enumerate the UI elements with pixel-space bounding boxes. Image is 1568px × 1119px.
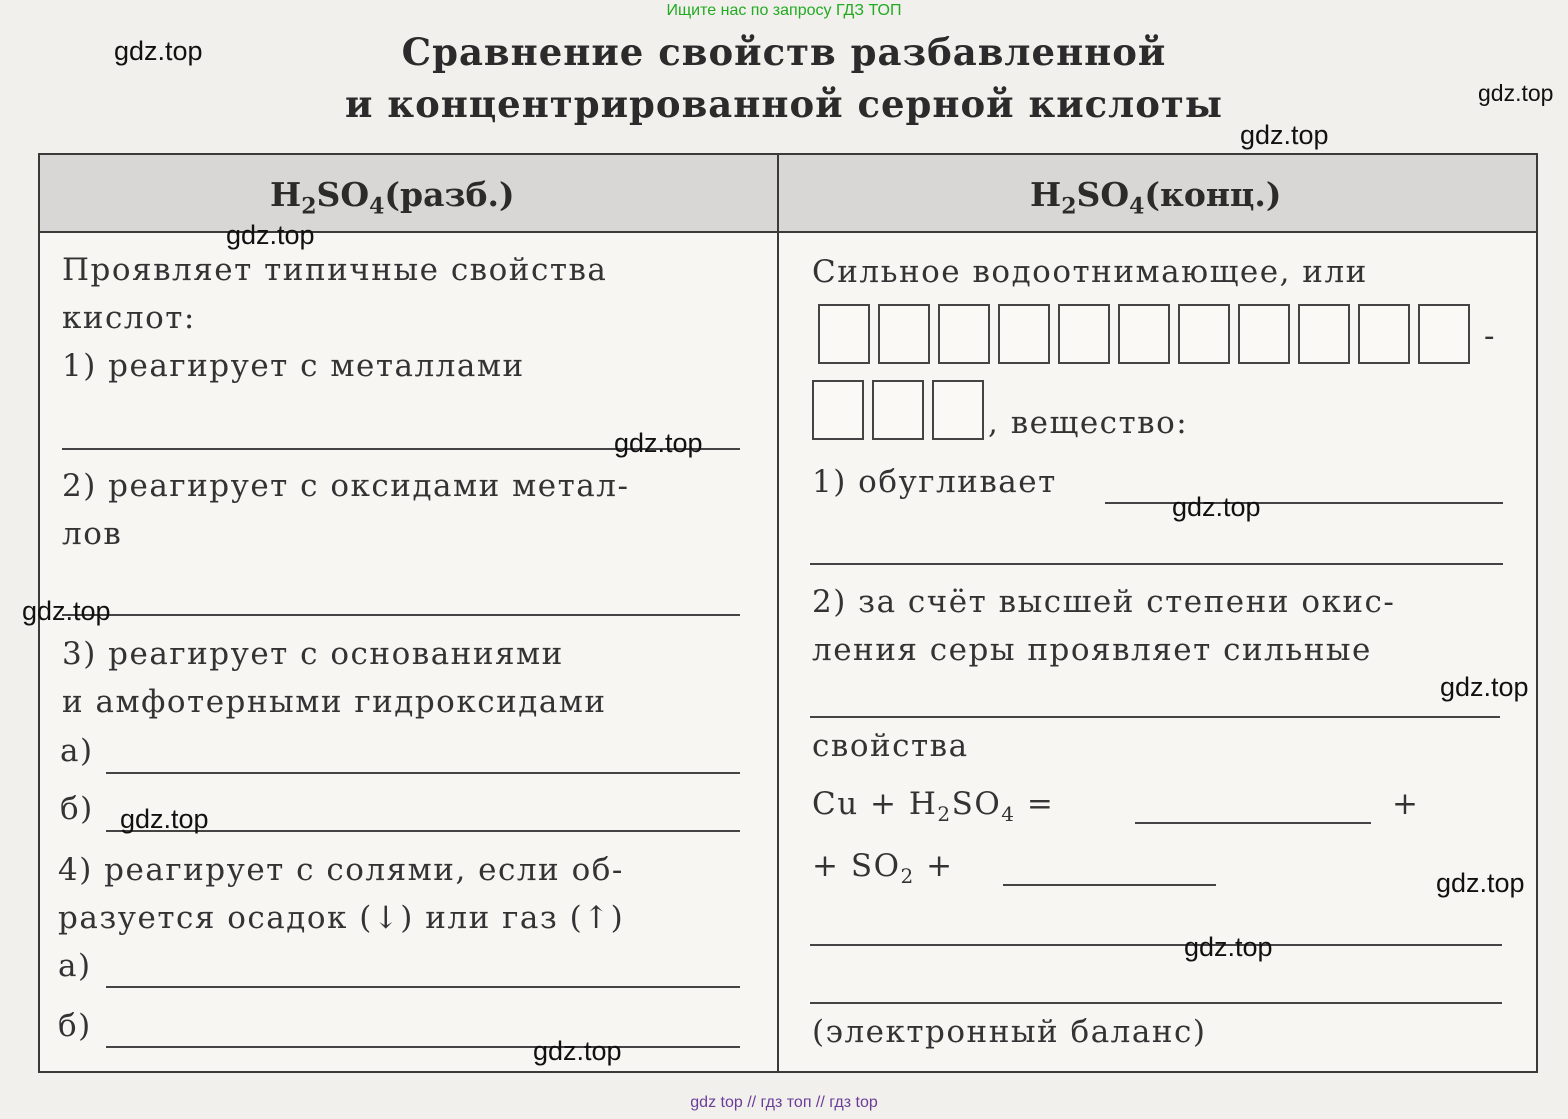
label-b-bases: б) — [60, 791, 94, 827]
page-title-line-2: и концентрированной серной кислоты — [345, 82, 1223, 126]
letter-box[interactable] — [1238, 304, 1290, 364]
watermark: gdz.top — [533, 1036, 622, 1066]
letter-box[interactable] — [998, 304, 1050, 364]
letter-box[interactable] — [1178, 304, 1230, 364]
letter-box[interactable] — [932, 380, 984, 440]
watermark: gdz.top — [114, 36, 203, 66]
hyphen: - — [1484, 318, 1496, 354]
left-text-1: Проявляет типичные свойства — [62, 252, 608, 288]
header-concentrated: $H_2SO_4(конц.)$ — [1030, 175, 1282, 220]
plus-sign: + — [1392, 786, 1420, 822]
letter-box[interactable] — [1418, 304, 1470, 364]
watermark: gdz.top — [1436, 868, 1525, 898]
page-title-line-1: Сравнение свойств разбавленной — [401, 30, 1167, 74]
answer-line-balance-2[interactable] — [810, 1002, 1502, 1004]
equation-line-1: $Cu + H_2SO_4$ = — [812, 786, 1055, 827]
answer-line-salts-a[interactable] — [106, 986, 740, 988]
left-text-9: разуется осадок (↓) или газ (↑) — [58, 900, 625, 936]
answer-line-oxides[interactable] — [62, 614, 740, 616]
top-banner[interactable]: Ищите нас по запросу ГДЗ ТОП — [666, 2, 902, 19]
letter-box[interactable] — [878, 304, 930, 364]
left-text-6: 3) реагирует с основаниями — [62, 636, 564, 672]
watermark: gdz.top — [22, 596, 111, 626]
letter-boxes-row-2 — [812, 380, 992, 440]
column-divider — [777, 155, 779, 1071]
label-a-bases: а) — [60, 733, 94, 769]
answer-line-properties[interactable] — [810, 716, 1500, 718]
letter-box[interactable] — [1058, 304, 1110, 364]
right-text-2: , вещество: — [988, 405, 1189, 441]
watermark: gdz.top — [1172, 492, 1261, 522]
left-text-4: 2) реагирует с оксидами метал- — [62, 468, 630, 504]
watermark: gdz.top — [1184, 932, 1273, 962]
left-text-5: лов — [62, 516, 123, 552]
left-text-8: 4) реагирует с солями, если об- — [58, 852, 624, 888]
letter-box[interactable] — [1118, 304, 1170, 364]
watermark: gdz.top — [226, 220, 315, 250]
letter-box[interactable] — [872, 380, 924, 440]
letter-box[interactable] — [812, 380, 864, 440]
answer-line-balance-1[interactable] — [810, 944, 1502, 946]
letter-box[interactable] — [1298, 304, 1350, 364]
header-dilute: $H_2SO_4(разб.)$ — [270, 175, 515, 220]
bottom-banner[interactable]: gdz top // гдз топ // гдз top — [690, 1094, 878, 1111]
letter-box[interactable] — [938, 304, 990, 364]
watermark: gdz.top — [1440, 672, 1529, 702]
right-text-6: свойства — [812, 728, 969, 764]
answer-line-product-2[interactable] — [1003, 884, 1216, 886]
left-text-7: и амфотерными гидроксидами — [62, 684, 607, 720]
letter-boxes-row-1 — [818, 304, 1478, 364]
watermark: gdz.top — [614, 428, 703, 458]
answer-line-chars-2[interactable] — [810, 563, 1503, 565]
right-text-1: Сильное водоотнимающее, или — [812, 254, 1368, 290]
label-a-salts: а) — [58, 948, 92, 984]
answer-line-salts-b[interactable] — [106, 1046, 740, 1048]
left-text-2: кислот: — [62, 300, 196, 336]
right-text-7: (электронный баланс) — [812, 1014, 1207, 1050]
equation-line-2: + $SO_2$ + — [812, 848, 954, 889]
right-text-5: ления серы проявляет сильные — [812, 632, 1372, 668]
answer-line-product-1[interactable] — [1135, 822, 1371, 824]
answer-line-bases-a[interactable] — [106, 772, 740, 774]
letter-box[interactable] — [1358, 304, 1410, 364]
answer-line-chars[interactable] — [1105, 502, 1503, 504]
right-text-4: 2) за счёт высшей степени окис- — [812, 584, 1396, 620]
watermark: gdz.top — [1478, 80, 1554, 106]
letter-box[interactable] — [818, 304, 870, 364]
left-text-3: 1) реагирует с металлами — [62, 348, 525, 384]
right-text-3: 1) обугливает — [812, 464, 1057, 500]
watermark: gdz.top — [1240, 120, 1329, 150]
watermark: gdz.top — [120, 804, 209, 834]
label-b-salts: б) — [58, 1008, 92, 1044]
